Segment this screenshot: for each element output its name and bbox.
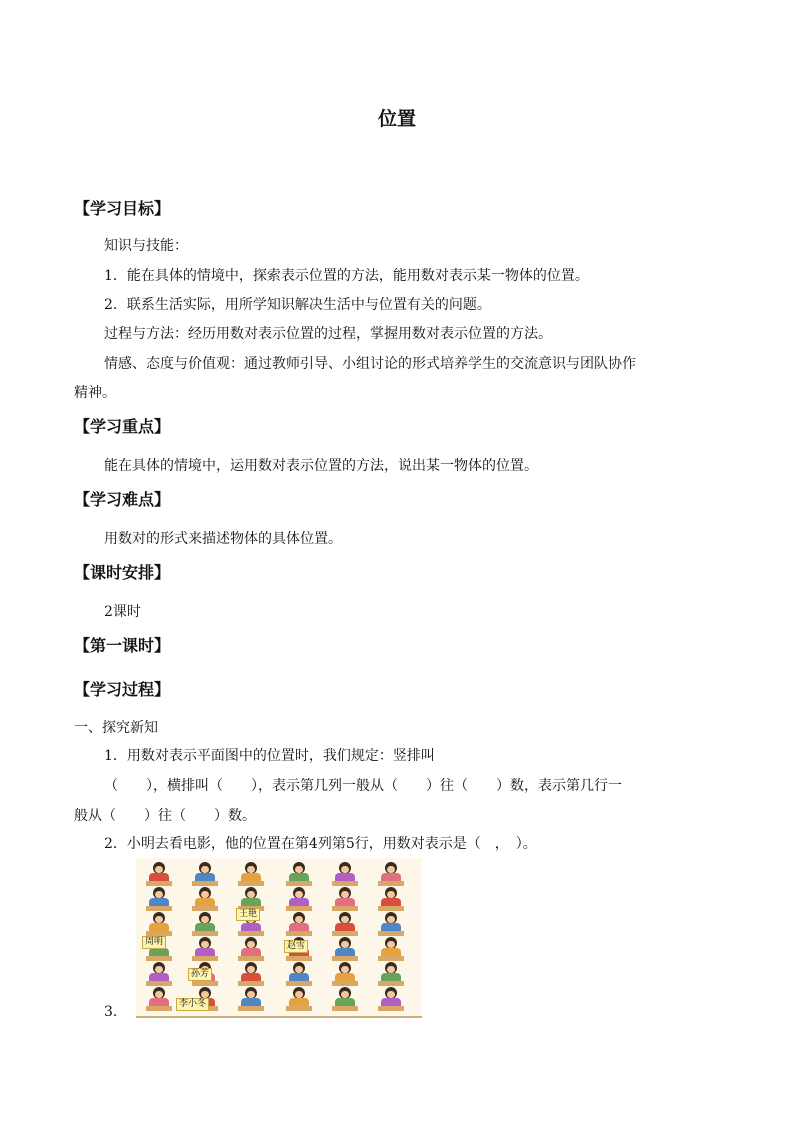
student-seat — [192, 887, 218, 911]
student-seat — [332, 887, 358, 911]
label-zhao: 赵雪 — [284, 940, 308, 953]
student-seat — [238, 862, 264, 886]
student-seat — [238, 962, 264, 986]
goals-knowledge-label: 知识与技能： — [104, 238, 188, 254]
student-seat — [332, 937, 358, 961]
student-seat — [286, 912, 312, 936]
goals-emotion-line2: 精神。 — [74, 385, 116, 401]
heading-goals: 【学习目标】 — [74, 199, 171, 218]
student-seat — [146, 987, 172, 1011]
student-seat — [378, 987, 404, 1011]
student-seat — [146, 862, 172, 886]
question-1-line1: 1．用数对表示平面图中的位置时，我们规定：竖排叫 — [104, 748, 435, 764]
student-seat — [146, 912, 172, 936]
student-seat — [286, 862, 312, 886]
student-seat — [146, 887, 172, 911]
page-title: 位置 — [377, 108, 416, 130]
student-seat — [332, 862, 358, 886]
student-seat — [286, 987, 312, 1011]
student-seat — [192, 862, 218, 886]
heading-lesson-1: 【第一课时】 — [74, 636, 171, 655]
question-3-number: 3. — [104, 1004, 118, 1020]
label-wang: 王艳 — [236, 908, 260, 921]
question-2: 2．小明去看电影，他的位置在第4列第5行，用数对表示是（ ， ）。 — [104, 836, 537, 852]
student-seat — [378, 937, 404, 961]
difficulty-text: 用数对的形式来描述物体的具体位置。 — [104, 531, 342, 547]
student-seat — [192, 912, 218, 936]
label-sun: 孙芳 — [188, 968, 212, 981]
goals-item-2: 2．联系生活实际，用所学知识解决生活中与位置有关的问题。 — [104, 297, 491, 313]
student-seat — [378, 887, 404, 911]
student-seat — [378, 962, 404, 986]
student-seat — [286, 962, 312, 986]
label-li: 李小冬 — [176, 998, 209, 1011]
part-1-heading: 一、探究新知 — [74, 720, 158, 736]
goals-item-1: 1．能在具体的情境中，探索表示位置的方法，能用数对表示某一物体的位置。 — [104, 268, 589, 284]
student-seat — [332, 987, 358, 1011]
student-seat — [378, 862, 404, 886]
goals-process: 过程与方法：经历用数对表示位置的过程，掌握用数对表示位置的方法。 — [104, 326, 552, 342]
heading-process: 【学习过程】 — [74, 680, 171, 699]
question-1-line2: （ ），横排叫（ ），表示第几列一般从（ ）往（ ）数，表示第几行一 — [104, 778, 622, 794]
goals-emotion-line1: 情感、态度与价值观：通过教师引导、小组讨论的形式培养学生的交流意识与团队协作 — [104, 356, 636, 372]
classroom-seating-figure — [136, 858, 422, 1018]
heading-difficulty: 【学习难点】 — [74, 490, 171, 509]
student-seat — [332, 912, 358, 936]
heading-key-points: 【学习重点】 — [74, 417, 171, 436]
key-points-text: 能在具体的情境中，运用数对表示位置的方法，说出某一物体的位置。 — [104, 458, 538, 474]
question-1 — [74, 741, 714, 831]
student-seat — [192, 937, 218, 961]
label-zhou: 周明 — [142, 936, 166, 949]
student-seat — [378, 912, 404, 936]
student-seat — [286, 887, 312, 911]
schedule-text: 2课时 — [104, 604, 141, 620]
student-seat — [146, 962, 172, 986]
student-seat — [238, 987, 264, 1011]
student-seat — [332, 962, 358, 986]
student-seat — [238, 937, 264, 961]
heading-schedule: 【课时安排】 — [74, 563, 171, 582]
question-1-line3: 般从（ ）往（ ）数。 — [74, 808, 256, 824]
